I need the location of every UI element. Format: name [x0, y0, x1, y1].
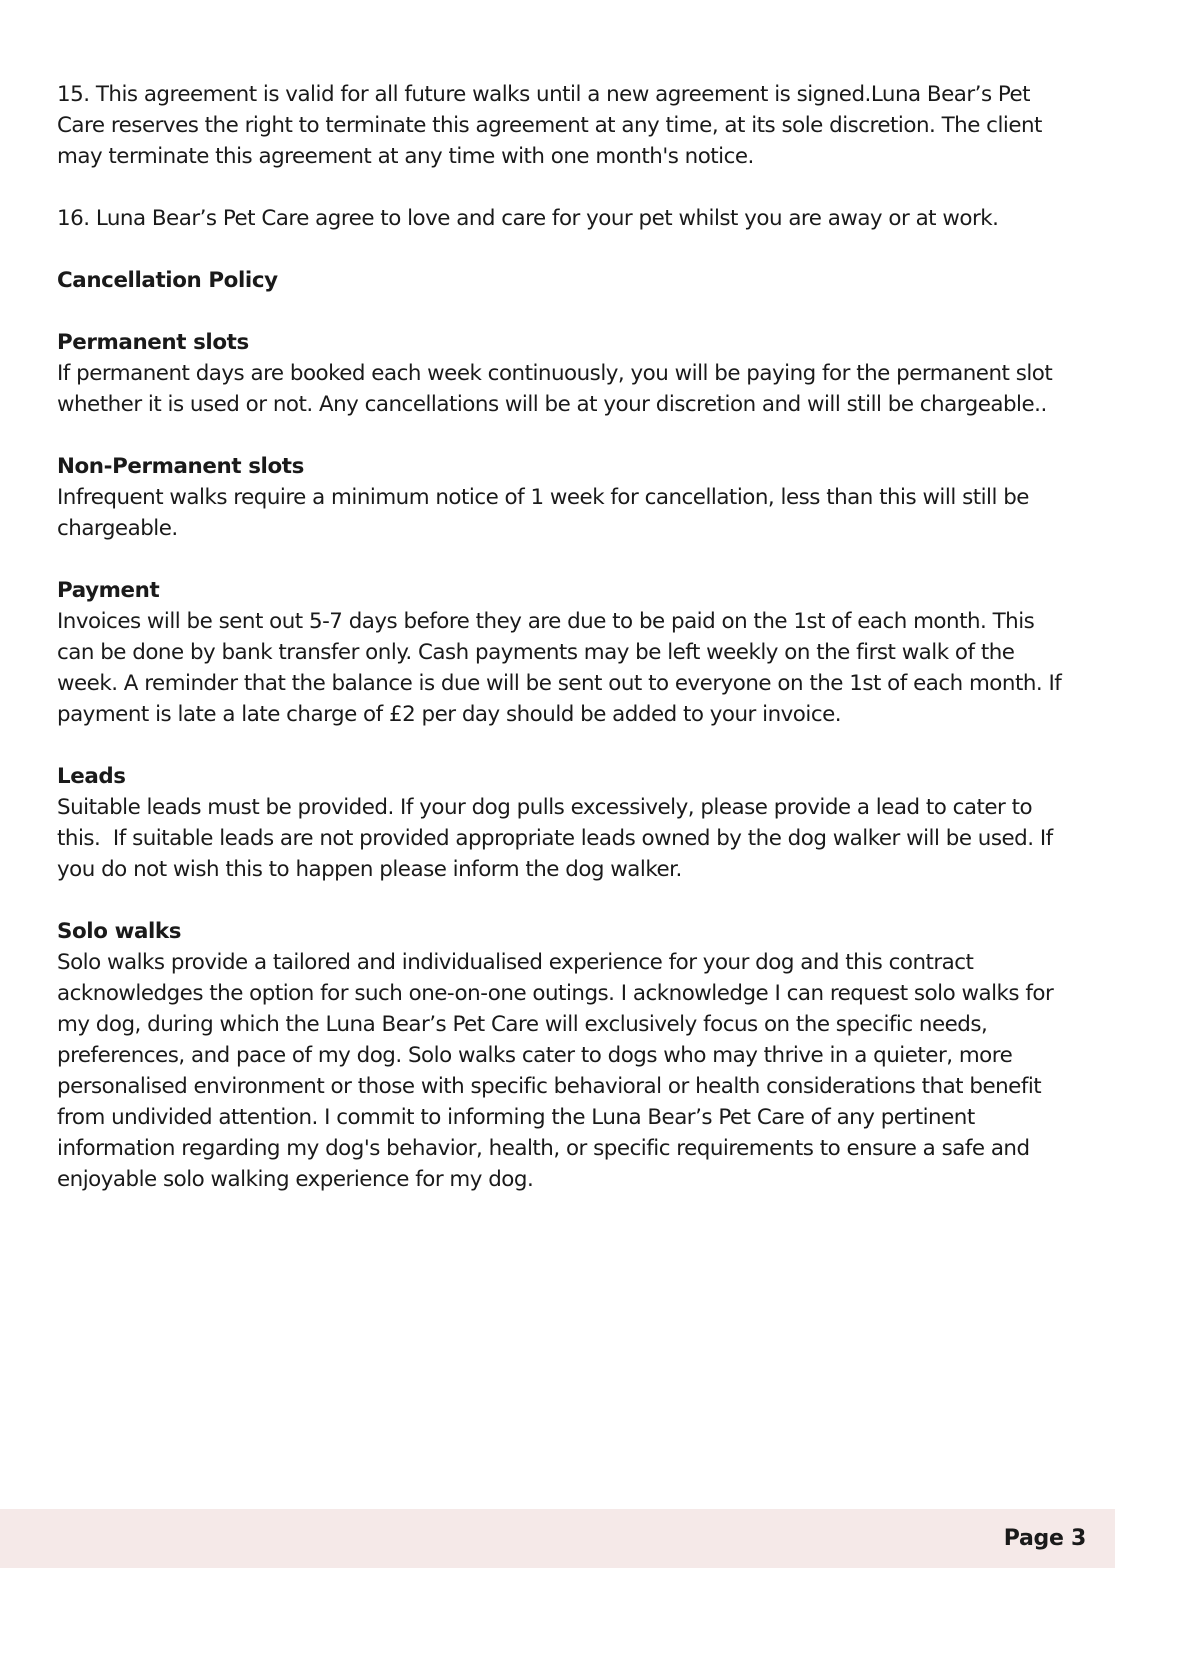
leads-section — [57, 761, 1067, 885]
non-permanent-slots-body: Infrequent walks require a minimum notice of 1 week for cancellation, less than this will still be chargeable. — [57, 485, 1036, 541]
leads-body: Suitable leads must be provided. If your dog pulls excessively, please provide a lead to cater to this. If suitable leads are not provided appropriate leads owned by the dog walker will be used. If you do not wish this to happen please inform the dog walker. — [57, 795, 1059, 882]
spacer — [57, 234, 1067, 265]
spacer — [57, 172, 1067, 203]
permanent-slots-heading: Permanent slots — [57, 330, 249, 355]
document-body — [57, 79, 1067, 1195]
payment-heading: Payment — [57, 578, 160, 603]
clause-16: 16. Luna Bear’s Pet Care agree to love and care for your pet whilst you are away or at work. — [57, 206, 999, 231]
leads-heading: Leads — [57, 764, 126, 789]
spacer — [57, 730, 1067, 761]
clause-15: 15. This agreement is valid for all future walks until a new agreement is signed.Luna Bear’s Pet Care reserves the right to terminate this agreement at any time, at its sole discretion. The client may terminate this agreement at any time with one month's notice. — [57, 82, 1049, 169]
page-footer — [0, 1509, 1115, 1568]
solo-walks-section — [57, 916, 1067, 1195]
payment-body: Invoices will be sent out 5-7 days before they are due to be paid on the 1st of each month. This can be done by bank transfer only. Cash payments may be left weekly on the first walk of the week. A reminder that the balance is due will be sent out to everyone on the 1st of each month. If payment is late a late charge of £2 per day should be added to your invoice. — [57, 609, 1068, 727]
spacer — [57, 420, 1067, 451]
spacer — [57, 885, 1067, 916]
permanent-slots-section — [57, 327, 1067, 420]
solo-walks-heading: Solo walks — [57, 919, 182, 944]
payment-section — [57, 575, 1067, 730]
spacer — [57, 544, 1067, 575]
non-permanent-slots-heading: Non-Permanent slots — [57, 454, 304, 479]
non-permanent-slots-section — [57, 451, 1067, 544]
spacer — [57, 296, 1067, 327]
solo-walks-body: Solo walks provide a tailored and individualised experience for your dog and this contract acknowledges the option for such one-on-one outings. I acknowledge I can request solo walks for my dog, during which the Luna Bear’s Pet Care will exclusively focus on the specific needs, preferences, and pace of my dog. Solo walks cater to dogs who may thrive in a quieter, more personalised environment or those with specific behavioral or health considerations that benefit from undivided attention. I commit to informing the Luna Bear’s Pet Care of any pertinent information regarding my dog's behavior, health, or specific requirements to ensure a safe and enjoyable solo walking experience for my dog. — [57, 950, 1060, 1192]
permanent-slots-body: If permanent days are booked each week continuously, you will be paying for the permanent slot whether it is used or not. Any cancellations will be at your discretion and will still be chargeable.. — [57, 361, 1059, 417]
page-number: Page 3 — [1003, 1526, 1086, 1551]
cancellation-policy-title: Cancellation Policy — [57, 268, 278, 293]
